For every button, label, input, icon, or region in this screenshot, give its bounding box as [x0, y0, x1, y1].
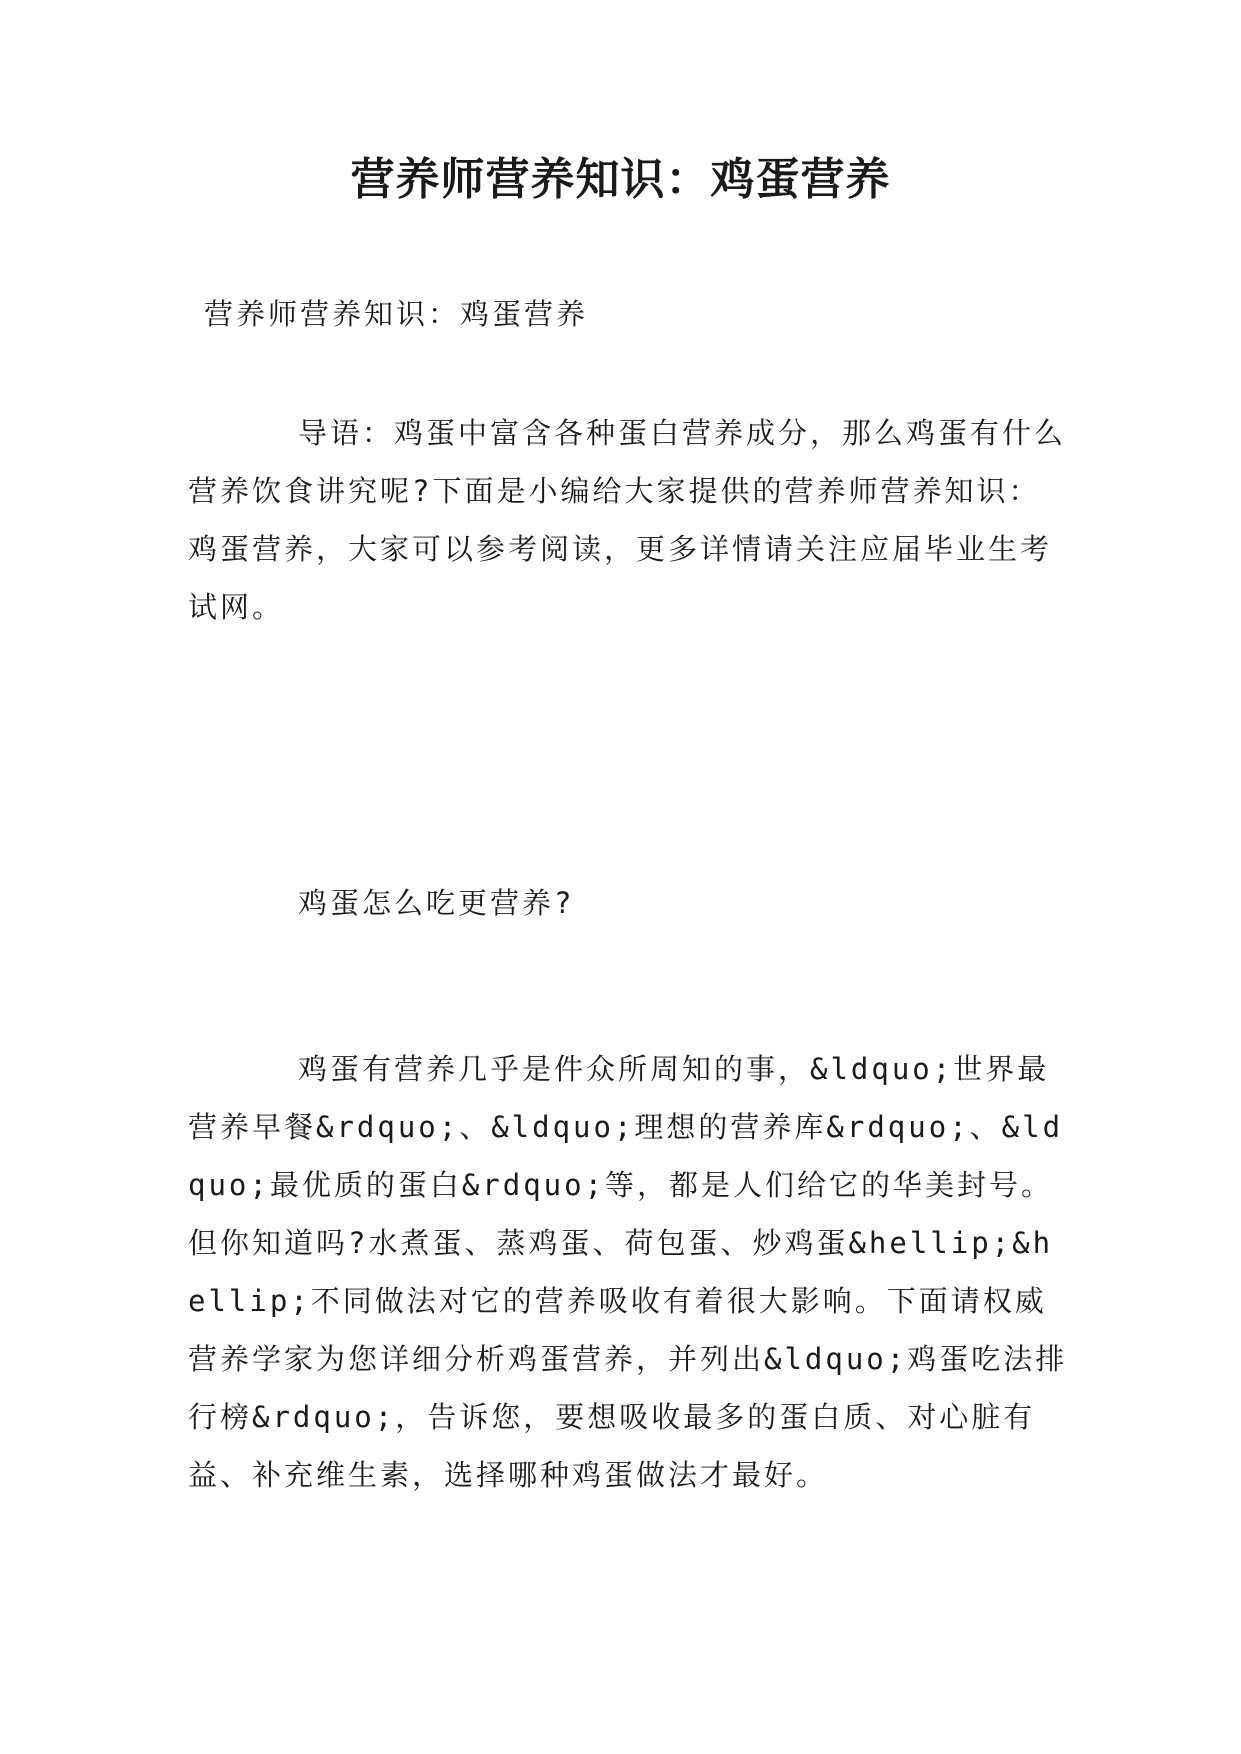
intro-paragraph: 导语：鸡蛋中富含各种蛋白营养成分，那么鸡蛋有什么营养饮食讲究呢?下面是小编给大家提供的营养师营养知识：鸡蛋营养，大家可以参考阅读，更多详情请关注应届毕业生考试网。	[188, 416, 1067, 624]
body-paragraph: 鸡蛋有营养几乎是件众所周知的事，&ldquo;世界最营养早餐&rdquo;、&ldquo;理想的营养库&rdquo;、&ldquo;最优质的蛋白&rdquo;等，都是人们给它的华美封号。但你知道吗?水煮蛋、蒸鸡蛋、荷包蛋、炒鸡蛋&hellip;&hellip;不同做法对它的营养吸收有着很大影响。下面请权威营养学家为您详细分析鸡蛋营养，并列出&ldquo;鸡蛋吃法排行榜&rdquo;，告诉您，要想吸收最多的蛋白质、对心脏有益、补充维生素，选择哪种鸡蛋做法才最好。	[188, 1052, 1068, 1492]
section-heading: 鸡蛋怎么吃更营养?	[298, 886, 575, 920]
document-subtitle: 营养师营养知识：鸡蛋营养	[204, 297, 589, 331]
document-title: 营养师营养知识：鸡蛋营养	[350, 154, 891, 205]
